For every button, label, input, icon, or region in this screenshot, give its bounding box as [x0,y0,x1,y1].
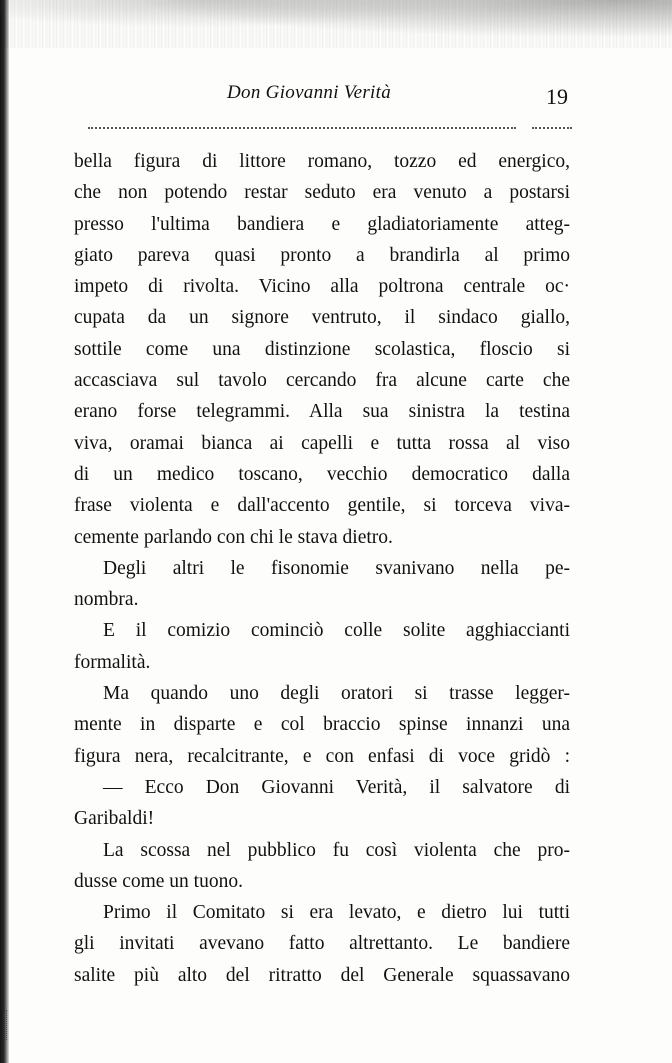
text-line: Garibaldi! [74,808,155,830]
text-line: impeto di rivolta. Vicino alla poltrona centrale oc· [74,276,570,298]
text-line: viva, oramai bianca ai capelli e tutta rossa al viso [74,432,570,454]
text-line: presso l'ultima bandiera e gladiatoriamente atteg- [74,213,570,235]
text-line: gli invitati avevano fatto altrettanto. Le bandiere [74,933,570,955]
text-line: cemente parlando con chi le stava dietro. [74,526,393,548]
text-line: figura nera, recalcitrante, e con enfasi di voce gridò : [74,745,570,767]
text-line: che non potendo restar seduto era venuto a postarsi [74,182,570,204]
text-line: salite più alto del ritratto del Generale squassavano [74,964,570,986]
body-text [74,146,570,991]
text-line: mente in disparte e col braccio spinse innanzi una [74,714,570,736]
text-line: E il comizio cominciò colle solite agghiaccianti [103,620,570,642]
page-number: 19 [546,84,568,109]
scan-edge-mark [6,1010,15,1040]
header-rule-tail [532,127,572,129]
text-line: erano forse telegrammi. Alla sua sinistra la testina [74,401,570,423]
scan-noise [0,0,672,48]
text-line: cupata da un signore ventruto, il sindaco giallo, [74,307,570,329]
text-line: — Ecco Don Giovanni Verità, il salvatore di [103,776,570,798]
text-line: accasciava sul tavolo cercando fra alcune carte che [74,370,570,392]
text-line: nombra. [74,589,139,611]
text-line: dusse come un tuono. [74,870,243,892]
text-line: Primo il Comitato si era levato, e dietro lui tutti [103,902,570,924]
text-line: di un medico toscano, vecchio democratico dalla [74,463,570,485]
running-head [0,82,672,112]
text-line: Ma quando uno degli oratori si trasse legger- [103,683,570,705]
text-line: bella figura di littore romano, tozzo ed energico, [74,151,570,172]
text-line: formalità. [74,651,151,673]
text-line: sottile come una distinzione scolastica, floscio si [74,338,570,360]
text-line: Degli altri le fisonomie svanivano nella pe- [103,557,570,579]
binding-shadow [0,0,9,1063]
text-line: frase violenta e dall'accento gentile, si torceva viva- [74,495,570,517]
text-line: giato pareva quasi pronto a brandirla al primo [74,244,570,266]
text-line: La scossa nel pubblico fu così violenta che pro- [103,839,570,861]
running-title: Don Giovanni Verità [227,82,392,103]
header-rule [88,127,516,129]
